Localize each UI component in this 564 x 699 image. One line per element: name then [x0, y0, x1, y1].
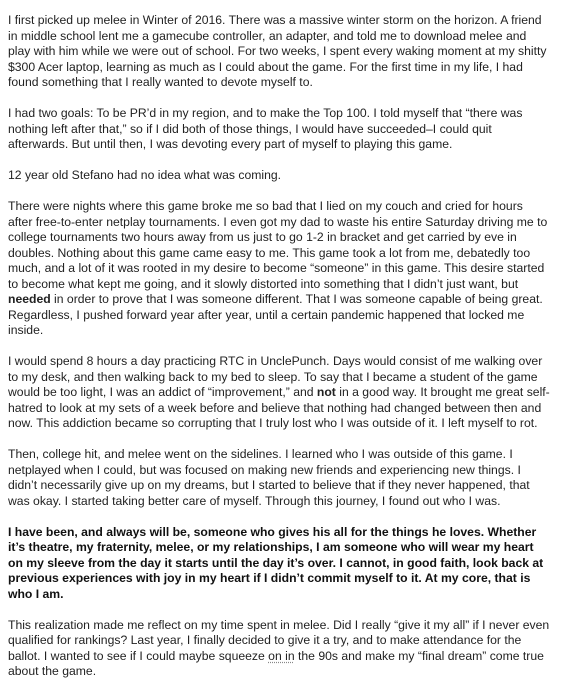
- emphasis-not: not: [316, 385, 336, 399]
- paragraph-practice-part-b: in a good way. It brought me great self-hatred to look at my sets of a week before and believe that nothing had changed between then and now. This addiction became so corrupting that I truly lost who I was outside of it. I left myself to rot.: [8, 385, 550, 430]
- paragraph-struggle-part-b: in order to prove that I was someone different. That I was someone capable of being great. Regardless, I pushed forward year after year, until a certain pandemic happened that locked me inside.: [8, 292, 543, 337]
- paragraph-practice: [8, 354, 550, 432]
- paragraph-origin: I first picked up melee in Winter of 2016. There was a massive winter storm on the horizon. A friend in middle school lent me a gamecube controller, an adapter, and told me to download melee and play with him while we were out of school. For two weeks, I spent every waking moment at my shitty $300 Acer laptop, learning as much as I could about the game. For the first time in my life, I had found something that I really wanted to devote myself to.: [8, 13, 547, 89]
- paragraph-goals: I had two goals: To be PR’d in my region, and to make the Top 100. I told myself that “there was nothing left after that,” so if I did both of those things, I would have succeeded–I could quit afterwards. But until then, I was devoting every part of myself to playing this game.: [8, 106, 523, 151]
- paragraph-realization-part-b: the 90s and make my “final dream” come true about the game.: [8, 648, 544, 678]
- paragraph-realization-part-a: This realization made me reflect on my time spent in melee. Did I really “give it my all” if I never even qualified for rankings? Last year, I finally decided to give it a try, and to make attendance for the ballot. I wanted to see if I could maybe squeeze: [8, 617, 550, 663]
- paragraph-core-values: I have been, and always will be, someone who gives his all for the things he loves. Whether it’s theatre, my fraternity, melee, or my relationships, I am someone who will wear my heart on my sleeve from the day it starts until the day it’s over. I cannot, in good faith, look back at previous experiences with joy in my heart if I didn’t commit myself to it. At my core, that is who I am.: [8, 524, 544, 601]
- paragraph-foreshadow: 12 year old Stefano had no idea what was coming.: [8, 168, 282, 182]
- paragraph-struggle: [8, 199, 550, 339]
- spellcheck-underline: on in: [268, 648, 295, 663]
- paragraph-college: Then, college hit, and melee went on the sidelines. I learned who I was outside of this game. I netplayed when I could, but was focused on making new friends and experiencing new things. I didn’t necessarily give up on my dreams, but I started to believe that if they never happened, that was okay. I started taking better care of myself. Through this journey, I found out who I was.: [8, 447, 530, 508]
- paragraph-struggle-part-a: There were nights where this game broke me so bad that I lied on my couch and cried for hours after free-to-enter netplay tournaments. I even got my dad to waste his entire Saturday driving me to college tournaments two hours away from us just to go 1-2 in bracket and get carried by eve in doubles. Nothing about this game came easy to me. This game took a lot from me, debatedly too much, and a lot of it was rooted in my desire to become “someone” in this game. This desire started to become what kept me going, and it slowly distorted into something that I didn’t just want, but: [8, 199, 548, 291]
- paragraph-practice-part-a: I would spend 8 hours a day practicing RTC in UnclePunch. Days would consist of me walking over to my desk, and then walking back to my bed to sleep. To say that I became a student of the game would be too light, I was an addict of “improvement,” and: [8, 354, 543, 399]
- emphasis-needed: needed: [8, 292, 51, 306]
- paragraph-realization: [8, 618, 550, 680]
